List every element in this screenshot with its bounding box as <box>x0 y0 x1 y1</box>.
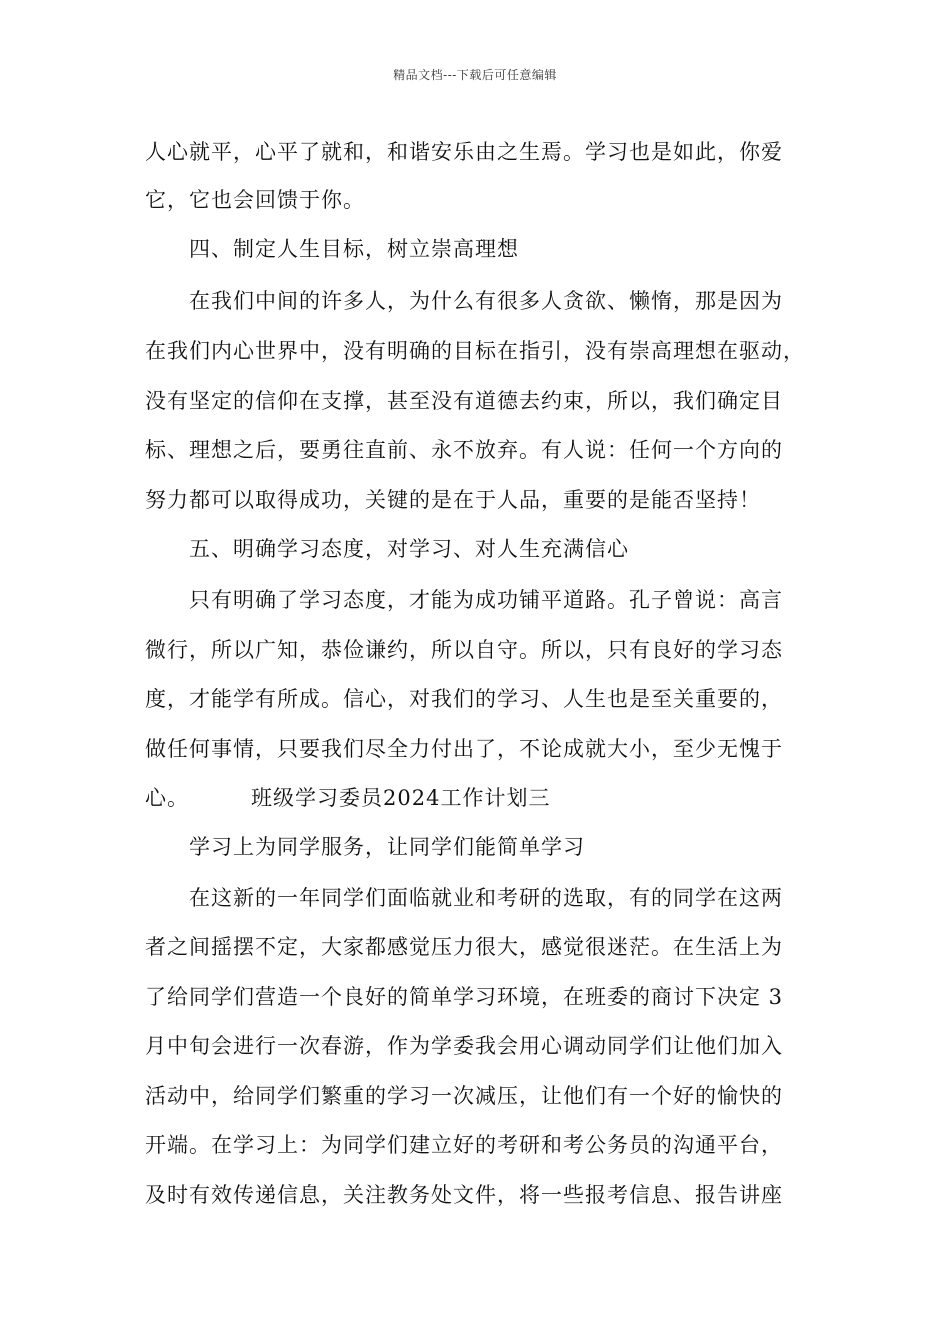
text-line: 开端。在学习上：为同学们建立好的考研和考公务员的沟通平台， <box>145 1133 783 1157</box>
text-line: 人心就平，心平了就和，和谐安乐由之生焉。学习也是如此，你爱 <box>145 140 783 164</box>
text-line: 活动中，给同学们繁重的学习一次减压，让他们有一个好的愉快的 <box>145 1084 783 1108</box>
text-line: 做任何事情，只要我们尽全力付出了，不论成就大小，至少无愧于 <box>145 737 783 761</box>
text-fragment: 心。 <box>145 786 189 810</box>
text-line: 它，它也会回馈于你。 <box>145 188 365 212</box>
subheading: 学习上为同学服务，让同学们能简单学习 <box>189 835 585 859</box>
page-header: 精品文档---下载后可任意编辑 <box>393 68 557 82</box>
text-line: 者之间摇摆不定，大家都感觉压力很大，感觉很迷茫。在生活上为 <box>145 935 783 959</box>
text-line-with-title <box>145 784 550 812</box>
text-line: 只有明确了学习态度，才能为成功铺平道路。孔子曾说：高言 <box>189 588 783 612</box>
section-heading-5: 五、明确学习态度，对学习、对人生充满信心 <box>189 537 629 561</box>
text-line: 没有坚定的信仰在支撑，甚至没有道德去约束，所以，我们确定目 <box>145 389 783 413</box>
text-line: 努力都可以取得成功，关键的是在于人品，重要的是能否坚持！ <box>145 488 761 512</box>
text-line: 微行，所以广知，恭俭谦约，所以自守。所以，只有良好的学习态 <box>145 638 783 662</box>
section-heading-4: 四、制定人生目标，树立崇高理想 <box>189 237 519 261</box>
text-line: 了给同学们营造一个良好的简单学习环境，在班委的商讨下决定 3 <box>145 985 784 1009</box>
text-line: 及时有效传递信息，关注教务处文件，将一些报考信息、报告讲座 <box>145 1183 783 1207</box>
text-line: 在我们内心世界中，没有明确的目标在指引，没有崇高理想在驱动， <box>145 339 805 363</box>
text-line: 在这新的一年同学们面临就业和考研的选取，有的同学在这两 <box>189 886 783 910</box>
text-line: 度，才能学有所成。信心，对我们的学习、人生也是至关重要的， <box>145 687 783 711</box>
text-line: 在我们中间的许多人，为什么有很多人贪欲、懒惰，那是因为 <box>189 289 783 313</box>
text-line: 月中旬会进行一次春游，作为学委我会用心调动同学们让他们加入 <box>145 1034 783 1058</box>
text-line: 标、理想之后，要勇往直前、永不放弃。有人说：任何一个方向的 <box>145 438 783 462</box>
plan-title: 班级学习委员2024工作计划三 <box>251 786 551 810</box>
